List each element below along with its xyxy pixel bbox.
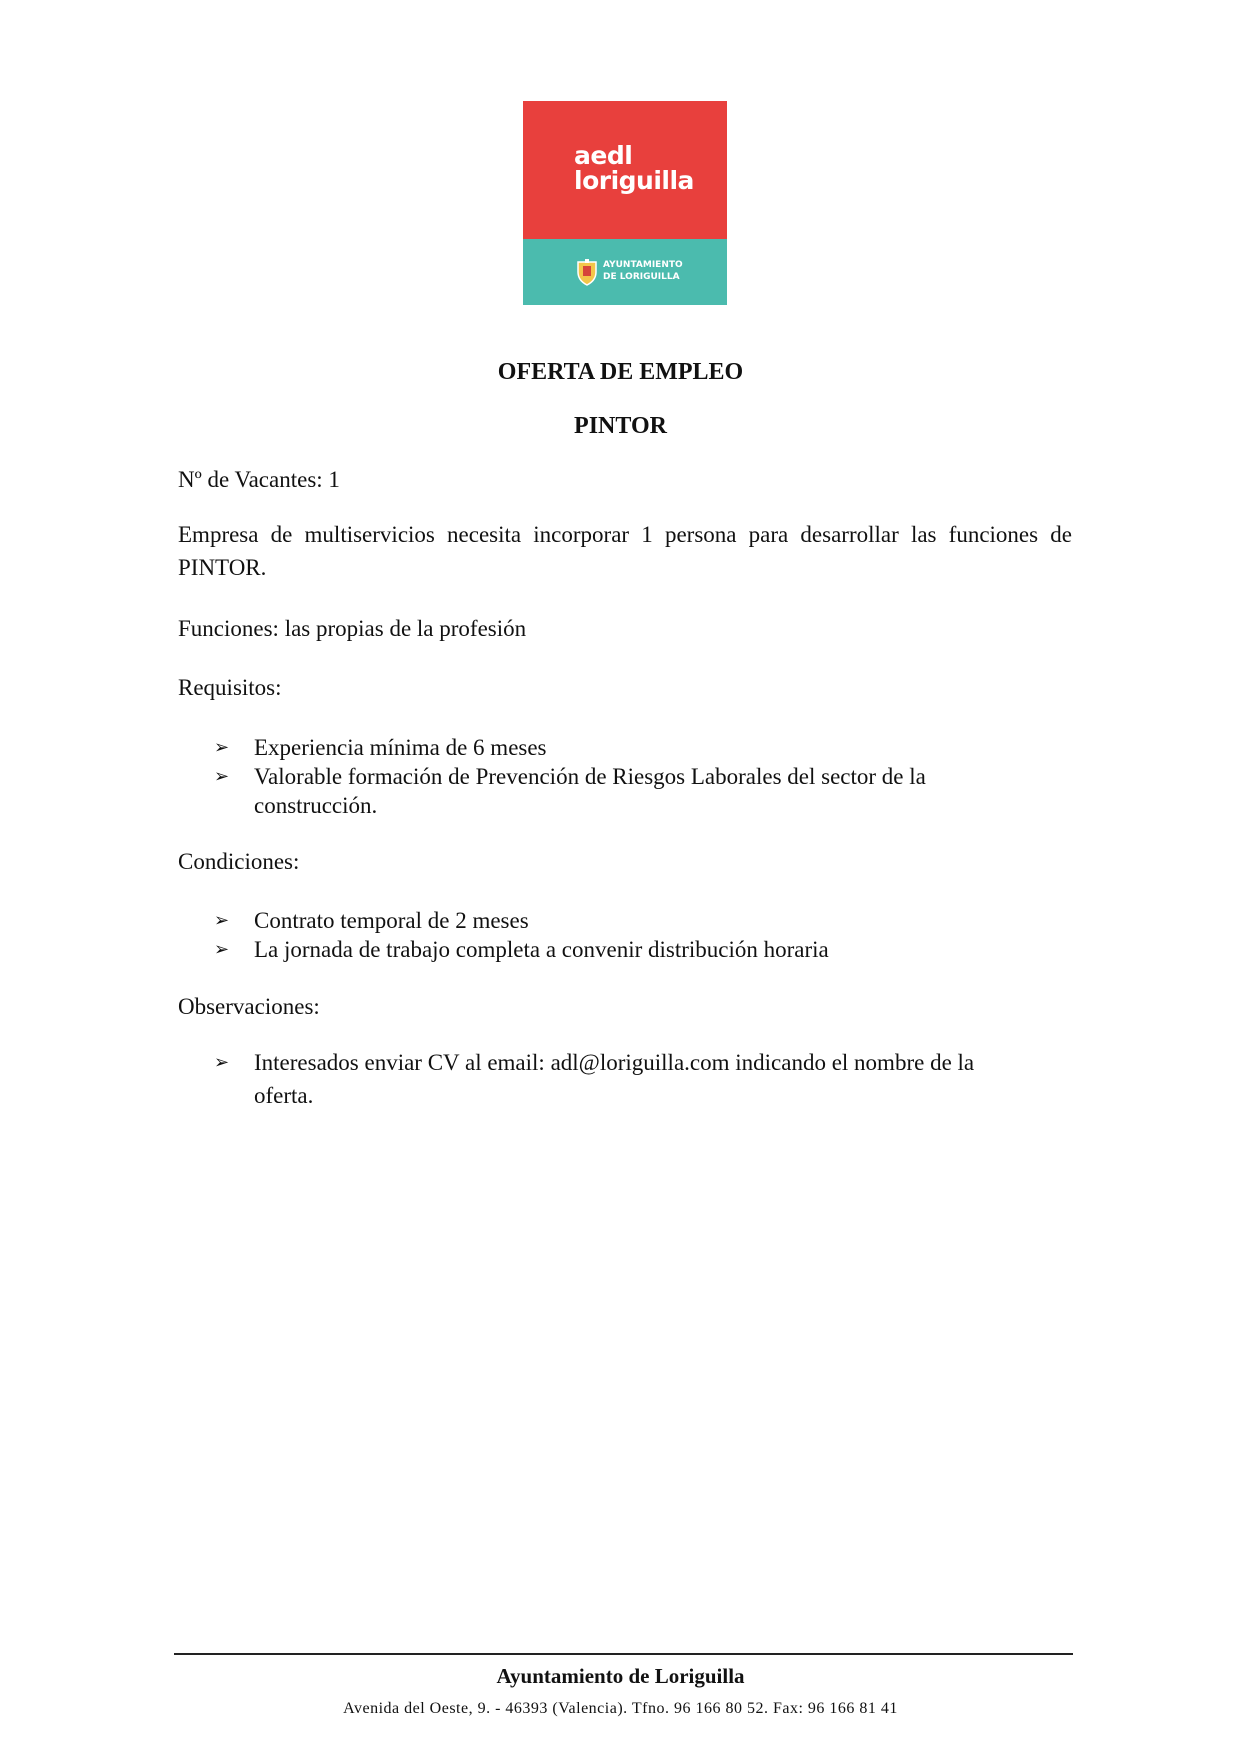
conditions-label: Condiciones: [178, 849, 300, 874]
logo-bottom-panel [523, 239, 727, 305]
conditions-list [214, 906, 1014, 964]
list-item [214, 762, 1014, 820]
logo-ayto-line2: DE LORIGUILLA [603, 272, 680, 282]
vacancies-text: Nº de Vacantes: 1 [178, 467, 340, 492]
arrow-bullet-icon: ➢ [214, 737, 230, 758]
footer-address: Avenida del Oeste, 9. - 46393 (Valencia). Tfno. 96 166 80 52. Fax: 96 166 81 41 [343, 1700, 898, 1717]
crest-icon [575, 258, 599, 286]
functions-text: Funciones: las propias de la profesión [178, 616, 527, 641]
requirements-label: Requisitos: [178, 675, 282, 700]
job-title: PINTOR [574, 413, 667, 439]
requirement-text: Valorable formación de Prevención de Riesgos Laborales del sector de la construcción. [254, 764, 926, 818]
list-item [214, 935, 1014, 964]
aedl-logo [523, 101, 727, 305]
logo-text-aedl: aedl [574, 141, 633, 170]
footer-divider [174, 1653, 1073, 1655]
observations-label: Observaciones: [178, 994, 320, 1019]
logo-top-panel [523, 101, 727, 239]
arrow-bullet-icon: ➢ [214, 939, 230, 960]
job-description: Empresa de multiservicios necesita incorporar 1 persona para desarrollar las funciones de PINTOR. [178, 522, 1072, 580]
observation-text: Interesados enviar CV al email: adl@loriguilla.com indicando el nombre de la oferta. [254, 1050, 975, 1108]
observations-list [214, 1046, 1014, 1112]
condition-text: Contrato temporal de 2 meses [254, 908, 529, 933]
page-title: OFERTA DE EMPLEO [497, 359, 744, 385]
requirement-text: Experiencia mínima de 6 meses [254, 735, 547, 760]
list-item [214, 733, 1014, 762]
logo-ayuntamiento-text [603, 259, 683, 283]
logo-ayto-line1: AYUNTAMIENTO [603, 260, 683, 270]
condition-text: La jornada de trabajo completa a convenir distribución horaria [254, 937, 829, 962]
arrow-bullet-icon: ➢ [214, 1052, 230, 1073]
footer-title: Ayuntamiento de Loriguilla [496, 1664, 745, 1688]
requirements-list [214, 733, 1014, 820]
arrow-bullet-icon: ➢ [214, 910, 230, 931]
logo-text-loriguilla: loriguilla [574, 166, 694, 195]
list-item [214, 906, 1014, 935]
arrow-bullet-icon: ➢ [214, 766, 230, 787]
list-item [214, 1046, 1014, 1112]
